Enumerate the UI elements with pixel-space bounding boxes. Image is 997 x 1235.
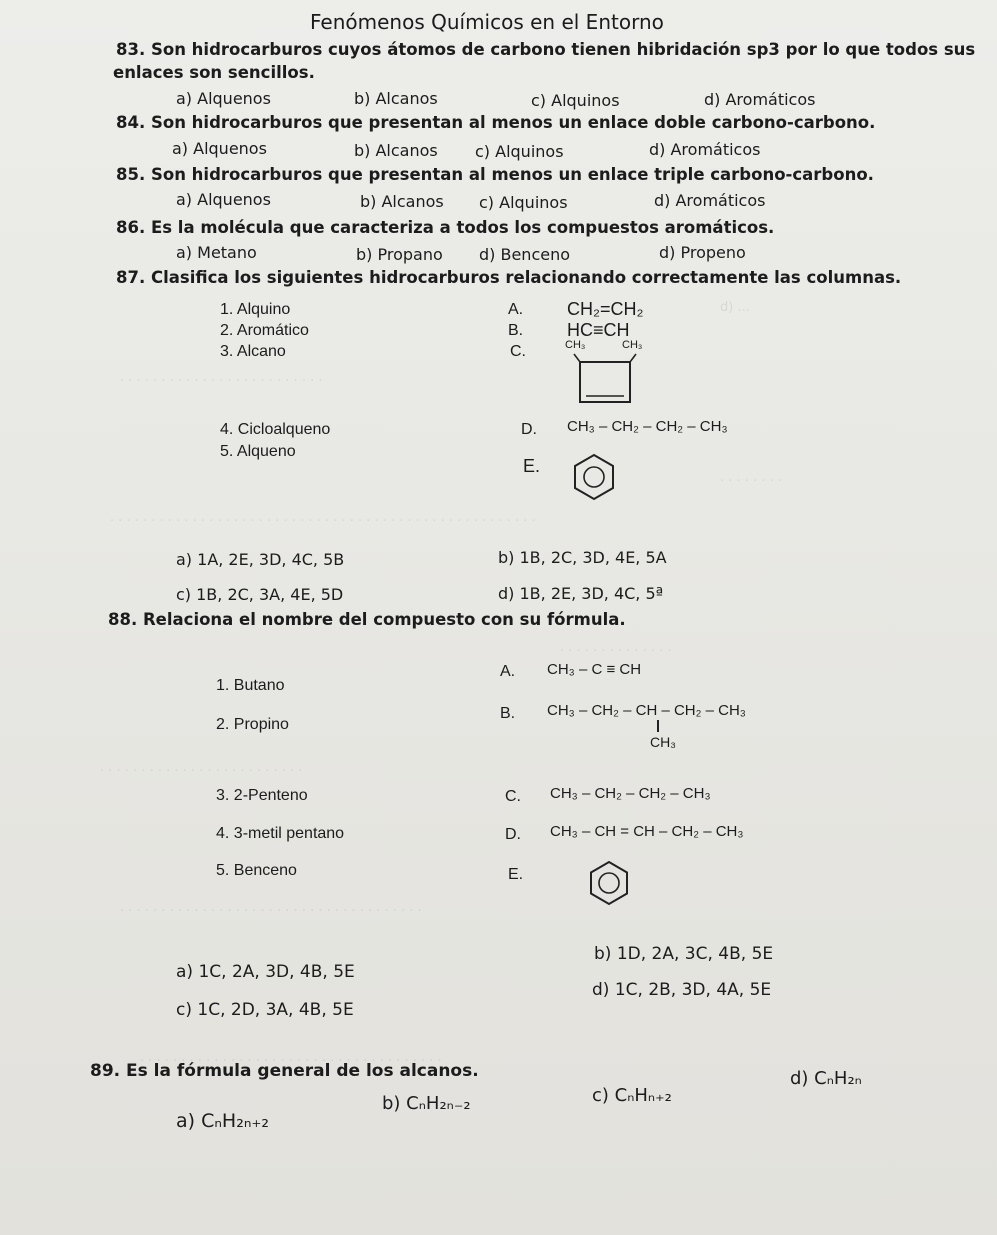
- q87-letter-d: D.: [521, 421, 537, 438]
- q86-option-c[interactable]: d) Benceno: [479, 245, 571, 264]
- question-87: 87. Clasifica los siguientes hidrocarburos relacionando correctamente las columnas.: [116, 268, 902, 287]
- q87-letter-a: A.: [508, 301, 524, 318]
- q86-option-b[interactable]: b) Propano: [356, 245, 443, 264]
- q88-formula-c: CH₃ – CH₂ – CH₂ – CH₃: [550, 785, 711, 802]
- q88-formula-a: CH₃ – C ≡ CH: [547, 661, 642, 678]
- q88-letter-a: A.: [500, 663, 516, 680]
- q87-left-4: 4. Cicloalqueno: [220, 421, 331, 438]
- cyclobutene-structure: [560, 350, 650, 410]
- q86-option-a[interactable]: a) Metano: [176, 243, 257, 262]
- q84-option-a[interactable]: a) Alquenos: [172, 139, 267, 158]
- bleed-text: . . . . . . . . . . . . . . . . . . . . . . . . . . . . . . . . . . . . .: [120, 900, 422, 915]
- q84-option-b[interactable]: b) Alcanos: [354, 141, 438, 160]
- q88-formula-b: CH₃ – CH₂ – CH – CH₂ – CH₃: [547, 702, 746, 719]
- q85-option-d[interactable]: d) Aromáticos: [654, 191, 766, 210]
- q88-option-a[interactable]: a) 1C, 2A, 3D, 4B, 5E: [176, 962, 355, 982]
- q87-left-1: 1. Alquino: [220, 301, 291, 318]
- q83-option-b[interactable]: b) Alcanos: [354, 89, 438, 108]
- q88-left-1: 1. Butano: [216, 677, 285, 694]
- q88-option-d[interactable]: d) 1C, 2B, 3D, 4A, 5E: [592, 980, 772, 1000]
- q85-option-a[interactable]: a) Alquenos: [176, 190, 271, 209]
- q83-option-c[interactable]: c) Alquinos: [531, 91, 620, 110]
- q88-formula-b-branch-bond: [657, 720, 659, 732]
- q88-option-b[interactable]: b) 1D, 2A, 3C, 4B, 5E: [594, 944, 774, 964]
- q88-left-5: 5. Benceno: [216, 862, 297, 879]
- q85-option-b[interactable]: b) Alcanos: [360, 192, 444, 211]
- q87-formula-b: HC≡CH: [567, 320, 630, 340]
- q87-letter-b: B.: [508, 322, 524, 339]
- q87-option-c[interactable]: c) 1B, 2C, 3A, 4E, 5D: [176, 585, 344, 604]
- q87-formula-d: CH₃ – CH₂ – CH₂ – CH₃: [567, 418, 728, 435]
- question-84: 84. Son hidrocarburos que presentan al menos un enlace doble carbono-carbono.: [116, 113, 876, 132]
- q83-option-a[interactable]: a) Alquenos: [176, 89, 271, 108]
- question-83-line1: 83. Son hidrocarburos cuyos átomos de carbono tienen hibridación sp3 por lo que todos sus: [116, 40, 976, 59]
- q88-formula-b-branch: CH₃: [650, 734, 676, 750]
- q88-left-2: 2. Propino: [216, 716, 289, 733]
- q88-formula-d: CH₃ – CH = CH – CH₂ – CH₃: [550, 823, 744, 840]
- q88-left-4: 4. 3-metil pentano: [216, 825, 345, 842]
- q88-letter-e: E.: [508, 866, 524, 883]
- question-88: 88. Relaciona el nombre del compuesto con su fórmula.: [108, 610, 626, 629]
- q87-option-a[interactable]: a) 1A, 2E, 3D, 4C, 5B: [176, 550, 345, 569]
- q87-left-2: 2. Aromático: [220, 322, 309, 339]
- q88-letter-d: D.: [505, 826, 521, 843]
- bleed-text: . . . . . . . . . . . . . . . . . . . . . . . . .: [120, 370, 323, 385]
- q86-option-d[interactable]: d) Propeno: [659, 243, 746, 262]
- q83-option-d[interactable]: d) Aromáticos: [704, 90, 816, 109]
- q84-option-c[interactable]: c) Alquinos: [475, 142, 564, 161]
- q87-left-5: 5. Alqueno: [220, 443, 296, 460]
- question-83-line2: enlaces son sencillos.: [113, 63, 315, 82]
- question-89: 89. Es la fórmula general de los alcanos.: [90, 1061, 479, 1081]
- bleed-text: . . . . . . . . . . . . . .: [560, 640, 672, 655]
- q87-left-3: 3. Alcano: [220, 343, 286, 360]
- bleed-text: . . . . . . . . . . . . . . . . . . . . . . . . . . . . . . . . . . . . .: [140, 1050, 442, 1065]
- q87-letter-c: C.: [510, 343, 526, 360]
- q88-left-3: 3. 2-Penteno: [216, 787, 308, 804]
- bleed-text: . . . . . . . . . . . . . . . . . . . . . . . . . . . . . . . . . . . . . . . . . . . . . . . . . . . .: [110, 510, 536, 525]
- benzene-icon: [569, 452, 619, 502]
- q89-option-a[interactable]: a) CₙH₂ₙ₊₂: [176, 1110, 270, 1132]
- q89-option-c[interactable]: c) CₙHₙ₊₂: [592, 1085, 672, 1106]
- q87-option-b[interactable]: b) 1B, 2C, 3D, 4E, 5A: [498, 548, 667, 567]
- q87-option-d[interactable]: d) 1B, 2E, 3D, 4C, 5ª: [498, 584, 664, 603]
- q89-option-d[interactable]: d) CₙH₂ₙ: [790, 1068, 862, 1089]
- benzene-icon: [585, 859, 633, 907]
- q88-letter-b: B.: [500, 705, 516, 722]
- bleed-text: . . . . . . . . . . . . . . . . . . . . . . . . .: [100, 760, 303, 775]
- question-86: 86. Es la molécula que caracteriza a todos los compuestos aromáticos.: [116, 218, 775, 237]
- q84-option-d[interactable]: d) Aromáticos: [649, 140, 761, 159]
- bleed-text: . . . . . . . .: [720, 470, 782, 485]
- q88-option-c[interactable]: c) 1C, 2D, 3A, 4B, 5E: [176, 1000, 354, 1020]
- q88-letter-c: C.: [505, 788, 521, 805]
- q87-formula-c-methyl-left: CH₃: [565, 339, 586, 351]
- q85-option-c[interactable]: c) Alquinos: [479, 193, 568, 212]
- q87-formula-c-methyl-right: CH₃: [622, 339, 643, 351]
- page-title: Fenómenos Químicos en el Entorno: [310, 10, 664, 34]
- bleed-text: d) ...: [720, 300, 750, 315]
- q87-letter-e: E.: [523, 456, 541, 476]
- q87-formula-a: CH₂=CH₂: [567, 299, 644, 319]
- q89-option-b[interactable]: b) CₙH₂ₙ₋₂: [382, 1093, 471, 1114]
- question-85: 85. Son hidrocarburos que presentan al menos un enlace triple carbono-carbono.: [116, 165, 874, 184]
